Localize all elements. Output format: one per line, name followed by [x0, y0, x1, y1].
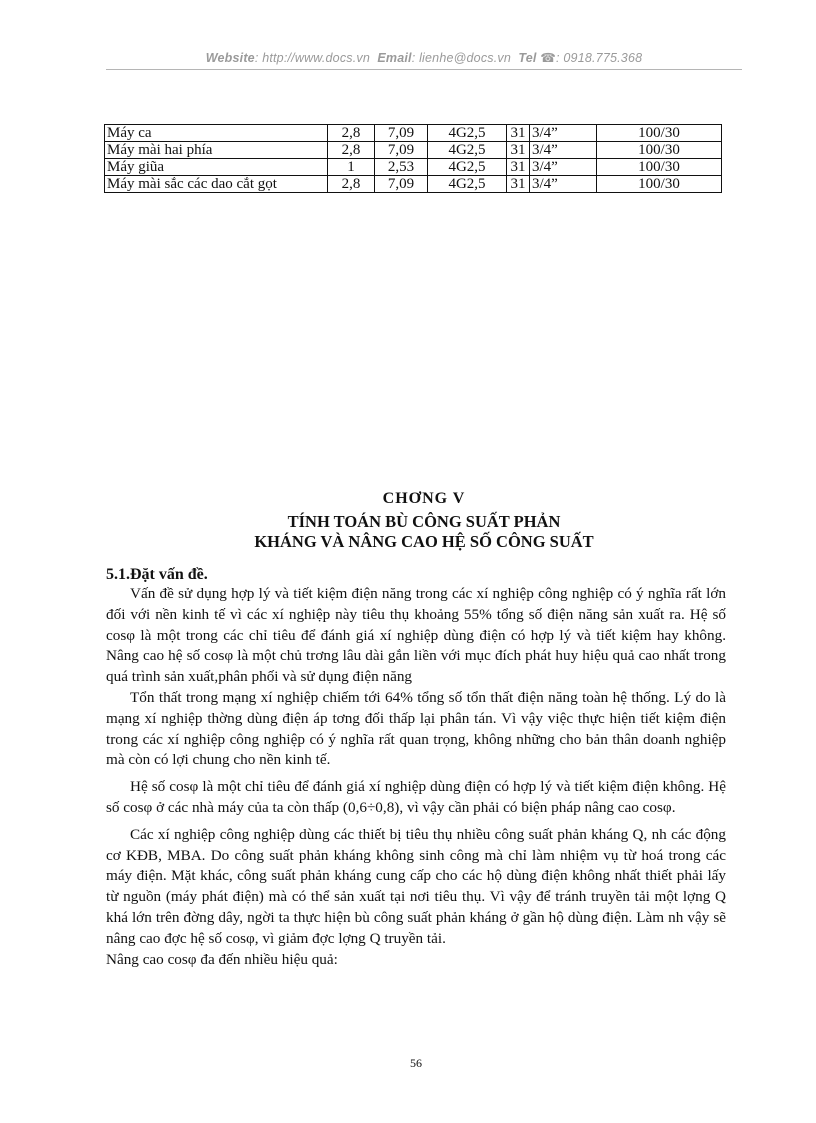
cable-cell: 4G2,5 [428, 176, 507, 193]
count-cell: 31 [507, 125, 530, 142]
count-cell: 31 [507, 159, 530, 176]
cable-cell: 4G2,5 [428, 142, 507, 159]
page-number: 56 [410, 1056, 422, 1070]
paragraph: Tổn thất trong mạng xí nghiệp chiếm tới 64% tổng số tổn thất điện năng toàn hệ thống. Lý do là mạng xí nghiệp thờng dùng điện áp tơng đối thấp lại phân tán. Vì vậy việc thực hiện tiết kiệm điện trong các xí nghiệp công nghiệp có ý nghĩa rất quan trọng, không những cho bản thân doanh nghiệp mà còn có lợi chung cho nền kinh tế. [106, 688, 726, 769]
power-cell: 2,8 [328, 125, 375, 142]
cable-cell: 4G2,5 [428, 125, 507, 142]
equipment-name: Máy mài hai phía [105, 142, 328, 159]
pipe-cell: 3/4” [530, 125, 597, 142]
table-row [105, 125, 722, 142]
ratio-cell: 100/30 [597, 159, 722, 176]
current-cell: 7,09 [375, 176, 428, 193]
count-cell: 31 [507, 142, 530, 159]
paragraph: Vấn đề sử dụng hợp lý và tiết kiệm điện năng trong các xí nghiệp công nghiệp có ý nghĩa rất lớn đối với nền kinh tế vì các xí nghiệp này tiêu thụ khoảng 55% tổng số điện năng sản xuất ra. Hệ số cosφ là một trong các chỉ tiêu để đánh giá xí nghiệp dùng điện có hợp lý và tiết kiệm hay không. Nâng cao hệ số cosφ là một chủ trơng lâu dài gắn liền với mục đích phát huy hiệu quả cao nhất trong quá trình sản xuất,phân phối và sử dụng điện năng [106, 585, 726, 686]
chapter-number: CHƠNG V [382, 490, 466, 507]
equipment-name: Máy ca [105, 125, 328, 142]
current-cell: 7,09 [375, 125, 428, 142]
current-cell: 7,09 [375, 142, 428, 159]
body-text [106, 584, 726, 970]
ratio-cell: 100/30 [597, 176, 722, 193]
pipe-cell: 3/4” [530, 142, 597, 159]
power-cell: 2,8 [328, 176, 375, 193]
paragraph: Các xí nghiệp công nghiệp dùng các thiết bị tiêu thụ nhiều công suất phản kháng Q, nh các động cơ KĐB, MBA. Do công suất phản kháng không sinh công mà chỉ làm nhiệm vụ từ hoá trong các máy điện. Mặt khác, công suất phản kháng cung cấp cho các hộ dùng điện không nhất thiết phải lấy từ nguồn (máy phát điện) mà có thể sản xuất tại nơi tiêu thụ. Vì vậy để tránh truyền tải một lợng Q khá lớn trên đờng dây, ngời ta thực hiện bù công suất phản kháng ở gần hộ dùng điện. Làm nh vậy sẽ nâng cao đợc hệ số cosφ, vì giảm đợc lợng Q truyền tải. [106, 825, 726, 947]
tel-value: : 0918.775.368 [556, 51, 643, 65]
page-header [106, 50, 742, 65]
equipment-table [104, 124, 722, 193]
email-value: : lienhe@docs.vn [411, 51, 512, 65]
equipment-name: Máy giũa [105, 159, 328, 176]
paragraph: Nâng cao cosφ đa đến nhiều hiệu quả: [106, 950, 338, 968]
pipe-cell: 3/4” [530, 176, 597, 193]
table-row [105, 159, 722, 176]
chapter-title-line2: KHÁNG VÀ NÂNG CAO HỆ SỐ CÔNG SUẤT [254, 532, 594, 551]
power-cell: 1 [328, 159, 375, 176]
header-divider [106, 69, 742, 70]
ratio-cell: 100/30 [597, 142, 722, 159]
table-row [105, 142, 722, 159]
count-cell: 31 [507, 176, 530, 193]
table-row [105, 176, 722, 193]
paragraph: Hệ số cosφ là một chỉ tiêu để đánh giá xí nghiệp dùng điện có hợp lý và tiết kiệm điện không. Hệ số cosφ ở các nhà máy của ta còn thấp (0,6÷0,8), vì vậy cần phải có biện pháp nâng cao cosφ. [106, 778, 726, 816]
website-value: : http://www.docs.vn [254, 51, 371, 65]
section-title: 5.1.Đặt vấn đề. [106, 566, 208, 583]
tel-label: Tel [518, 51, 537, 65]
phone-icon: ☎ [540, 51, 557, 65]
ratio-cell: 100/30 [597, 125, 722, 142]
equipment-name: Máy mài sắc các dao cắt gọt [105, 176, 328, 193]
cable-cell: 4G2,5 [428, 159, 507, 176]
chapter-title-line1: TÍNH TOÁN BÙ CÔNG SUẤT PHẢN [287, 512, 561, 531]
power-cell: 2,8 [328, 142, 375, 159]
pipe-cell: 3/4” [530, 159, 597, 176]
current-cell: 2,53 [375, 159, 428, 176]
website-label: Website [205, 51, 255, 65]
email-label: Email [377, 51, 412, 65]
